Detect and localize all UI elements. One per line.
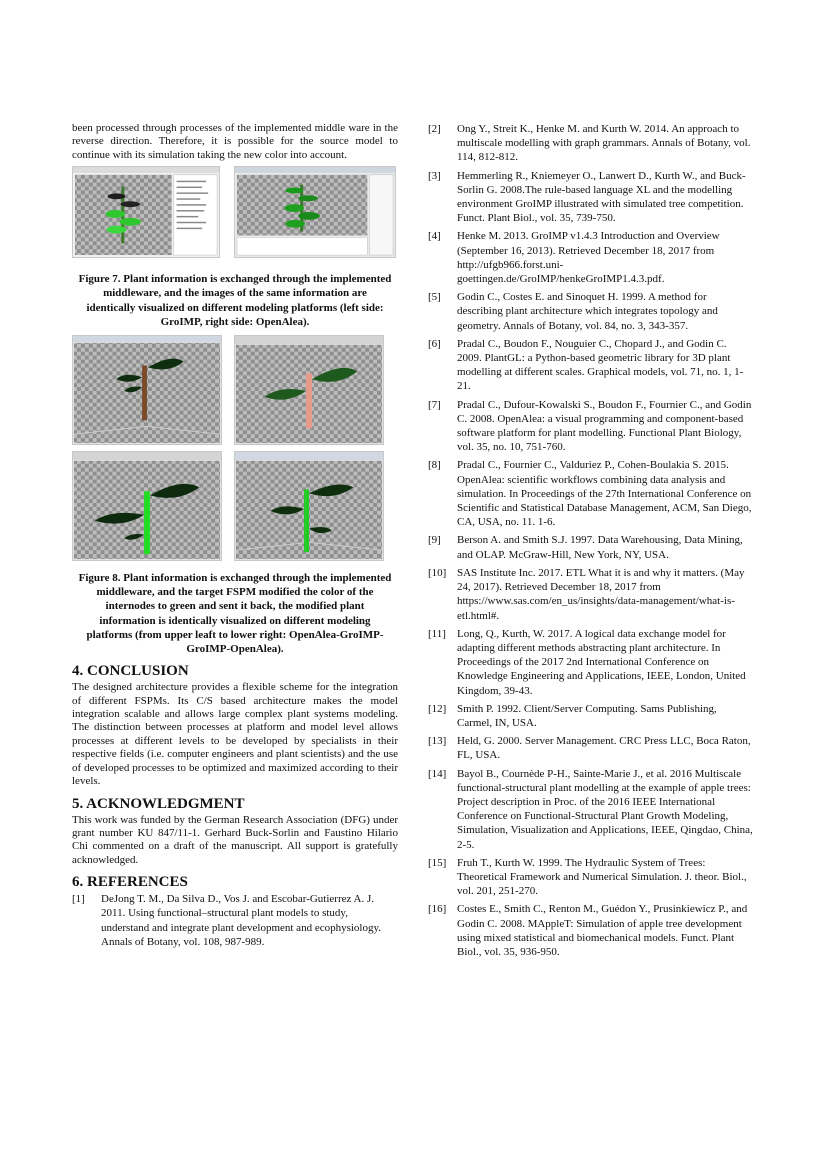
reference-number: [15] <box>428 856 447 869</box>
reference-text: Bayol B., Cournède P-H., Sainte-Marie J., et al. 2016 Multiscale functional-structural plant modelling at the example of apple trees: Project description in Proc. of the 2016 IEEE International Conference on Functional-Structural Plant Growth Modeling, Simulation, Visualization and Applications, IEEE, Qingdao, China, 2-5. <box>457 767 753 851</box>
conclusion-heading: 4. CONCLUSION <box>72 663 189 680</box>
reference-text: Long, Q., Kurth, W. 2017. A logical data exchange model for adapting different methods abstracting plant architecture. In Proceedings of the 2017 2nd International Conference on Knowledge Engineering and Applications, IEEE, London, United Kingdom, 39-43. <box>457 627 746 697</box>
figure-7-images <box>72 166 398 262</box>
openalea-brown-plant-screenshot <box>72 335 222 445</box>
figure-8-caption: Figure 8. Plant information is exchanged through the implemented middleware, and the target FSPM modified the color of the internodes to green and sent it back, the modified plant information is identically visualized on different modeling platforms (from upper leaft to lower right: OpenAlea-GroIMP-GroIMP-OpenAlea). <box>78 572 392 656</box>
reference-text: Ong Y., Streit K., Henke M. and Kurth W. 2014. An approach to multiscale modelling with graph grammars. Annals of Botany, vol. 114, 812-812. <box>457 123 751 164</box>
reference-text: Berson A. and Smith S.J. 1997. Data Warehousing, Data Mining, and OLAP. McGraw-Hill, New York, NY, USA. <box>457 534 743 561</box>
openalea-screenshot <box>234 166 396 258</box>
reference-item <box>428 767 754 852</box>
reference-number: [12] <box>428 702 447 715</box>
reference-number: [16] <box>428 903 447 916</box>
reference-item <box>428 398 754 455</box>
reference-number: [5] <box>428 291 441 304</box>
reference-item <box>428 566 754 623</box>
references-left-list <box>72 892 398 949</box>
reference-item <box>72 892 398 949</box>
reference-text: Costes E., Smith C., Renton M., Guédon Y., Prusinkiewicz P., and Godin C. 2008. MAppleT: Simulation of apple tree development using mixed statistical and biomechanical models. Funct. Plant Biol., vol. 35, 936-950. <box>457 903 748 958</box>
reference-number: [3] <box>428 169 441 182</box>
reference-number: [2] <box>428 123 441 135</box>
left-column <box>72 122 398 953</box>
reference-item <box>428 533 754 561</box>
reference-number: [14] <box>428 767 447 780</box>
openalea-green-plant-screenshot <box>234 451 384 561</box>
groimp-pink-plant-screenshot <box>234 335 384 445</box>
reference-text: Henke M. 2013. GroIMP v1.4.3 Introduction and Overview (September 16, 2013). Retrieved December 18, 2017 from http://ufgb966.forst.uni-goettingen.de/GroIMP/henkeGroIMP1.4.3.pdf. <box>457 230 720 286</box>
figure-8-images-bottom <box>72 451 398 563</box>
reference-item <box>428 702 754 730</box>
reference-number: [11] <box>428 627 446 640</box>
reference-number: [7] <box>428 398 441 411</box>
right-column <box>428 122 754 963</box>
references-heading: 6. REFERENCES <box>72 874 188 891</box>
reference-item <box>428 734 754 762</box>
reference-item <box>428 337 754 394</box>
figure-8-images-top <box>72 335 398 447</box>
reference-item <box>428 458 754 529</box>
reference-item <box>428 169 754 226</box>
reference-number: [10] <box>428 566 447 579</box>
acknowledgment-heading: 5. ACKNOWLEDGMENT <box>72 795 245 812</box>
reference-item <box>428 290 754 333</box>
groimp-green-plant-screenshot <box>72 451 222 561</box>
reference-text: Godin C., Costes E. and Sinoquet H. 1999. A method for describing plant architecture which integrates topology and geometry. Annals of Botany, vol. 84, no. 3, 343-357. <box>457 291 718 332</box>
conclusion-text: The designed architecture provides a flexible scheme for the integration of different FSPMs. Its C/S based architecture makes the model integration scalable and allows large complex plant systems modeling. The distinction between processes at platform and model level allows processes at different levels to be developed by specialists in their respective fields (i.e. computer engineers and plant scientists) and the use of developed processes to be optimized and maximized according to their levels. <box>72 681 398 788</box>
reference-item <box>428 856 754 899</box>
reference-item <box>428 229 754 286</box>
reference-text: Hemmerling R., Kniemeyer O., Lanwert D., Kurth W., and Buck-Sorlin G. 2008.The rule-based language XL and the modelling environment GroIMP illustrated with simulated tree competition. Funct. Plant Biol., vol. 35, 739-750. <box>457 169 746 225</box>
reference-number: [6] <box>428 337 441 350</box>
reference-item <box>428 902 754 959</box>
groimp-screenshot <box>72 166 220 258</box>
figure-7-caption: Figure 7. Plant information is exchanged through the implemented middleware, and the images of the same information are identically visualized on different modeling platforms (left side: GroIMP, right side: OpenAlea). <box>78 273 392 328</box>
intro-paragraph: been processed through processes of the implemented middle ware in the reverse direction. Therefore, it is possible for the source model to continue with its simulation taking the new color into account. <box>72 122 398 161</box>
reference-text: SAS Institute Inc. 2017. ETL What it is and why it matters. (May 24, 2017). Retrieved December 18, 2017 from https://www.sas.com/en_us/insights/data-management/what-is-etl.html#. <box>457 566 745 622</box>
reference-text: Smith P. 1992. Client/Server Computing. Sams Publishing, Carmel, IN, USA. <box>457 702 717 729</box>
reference-number: [8] <box>428 459 441 472</box>
reference-text: Pradal C., Fournier C., Valduriez P., Cohen-Boulakia S. 2015. OpenAlea: scientific workflows combining data analysis and simulation. In Proceedings of the 27th International Conference on Scientific and Statistical Database Management, ACM, San Diego, CA, USA, no. 11. 1-6. <box>457 459 752 529</box>
reference-text: Pradal C., Boudon F., Nouguier C., Chopard J., and Godin C. 2009. PlantGL: a Python-based geometric library for 3D plant modelling at different scales. Graphical models, vol. 71, no. 1, 1-21. <box>457 337 744 393</box>
reference-text: DeJong T. M., Da Silva D., Vos J. and Escobar-Gutierrez A. J. 2011. Using functional–structural plant models to study, understand and integrate plant development and ecophysiology. Annals of Botany, vol. 108, 987-989. <box>101 893 382 948</box>
reference-item <box>428 627 754 698</box>
reference-text: Held, G. 2000. Server Management. CRC Press LLC, Boca Raton, FL, USA. <box>457 735 751 762</box>
reference-text: Pradal C., Dufour-Kowalski S., Boudon F., Fournier C., and Godin C. 2008. OpenAlea: a visual programming and component-based software platform for plant modelling. Functional Plant Biology, vol. 35, no. 10, 751-760. <box>457 398 752 454</box>
reference-number: [9] <box>428 534 441 547</box>
reference-number: [4] <box>428 230 441 243</box>
reference-number: [13] <box>428 735 447 748</box>
acknowledgment-text: This work was funded by the German Research Association (DFG) under grant number KU 847/11-1. Gerhard Buck-Sorlin and Faustino Hilario Chi commented on a draft of the manuscript. All support is gratefully acknowledged. <box>72 813 398 866</box>
reference-item <box>428 122 754 165</box>
reference-number: [1] <box>72 893 85 906</box>
reference-text: Fruh T., Kurth W. 1999. The Hydraulic System of Trees: Theoretical Framework and Numerical Simulation. J. theor. Biol., vol. 201, 251-270. <box>457 856 747 898</box>
